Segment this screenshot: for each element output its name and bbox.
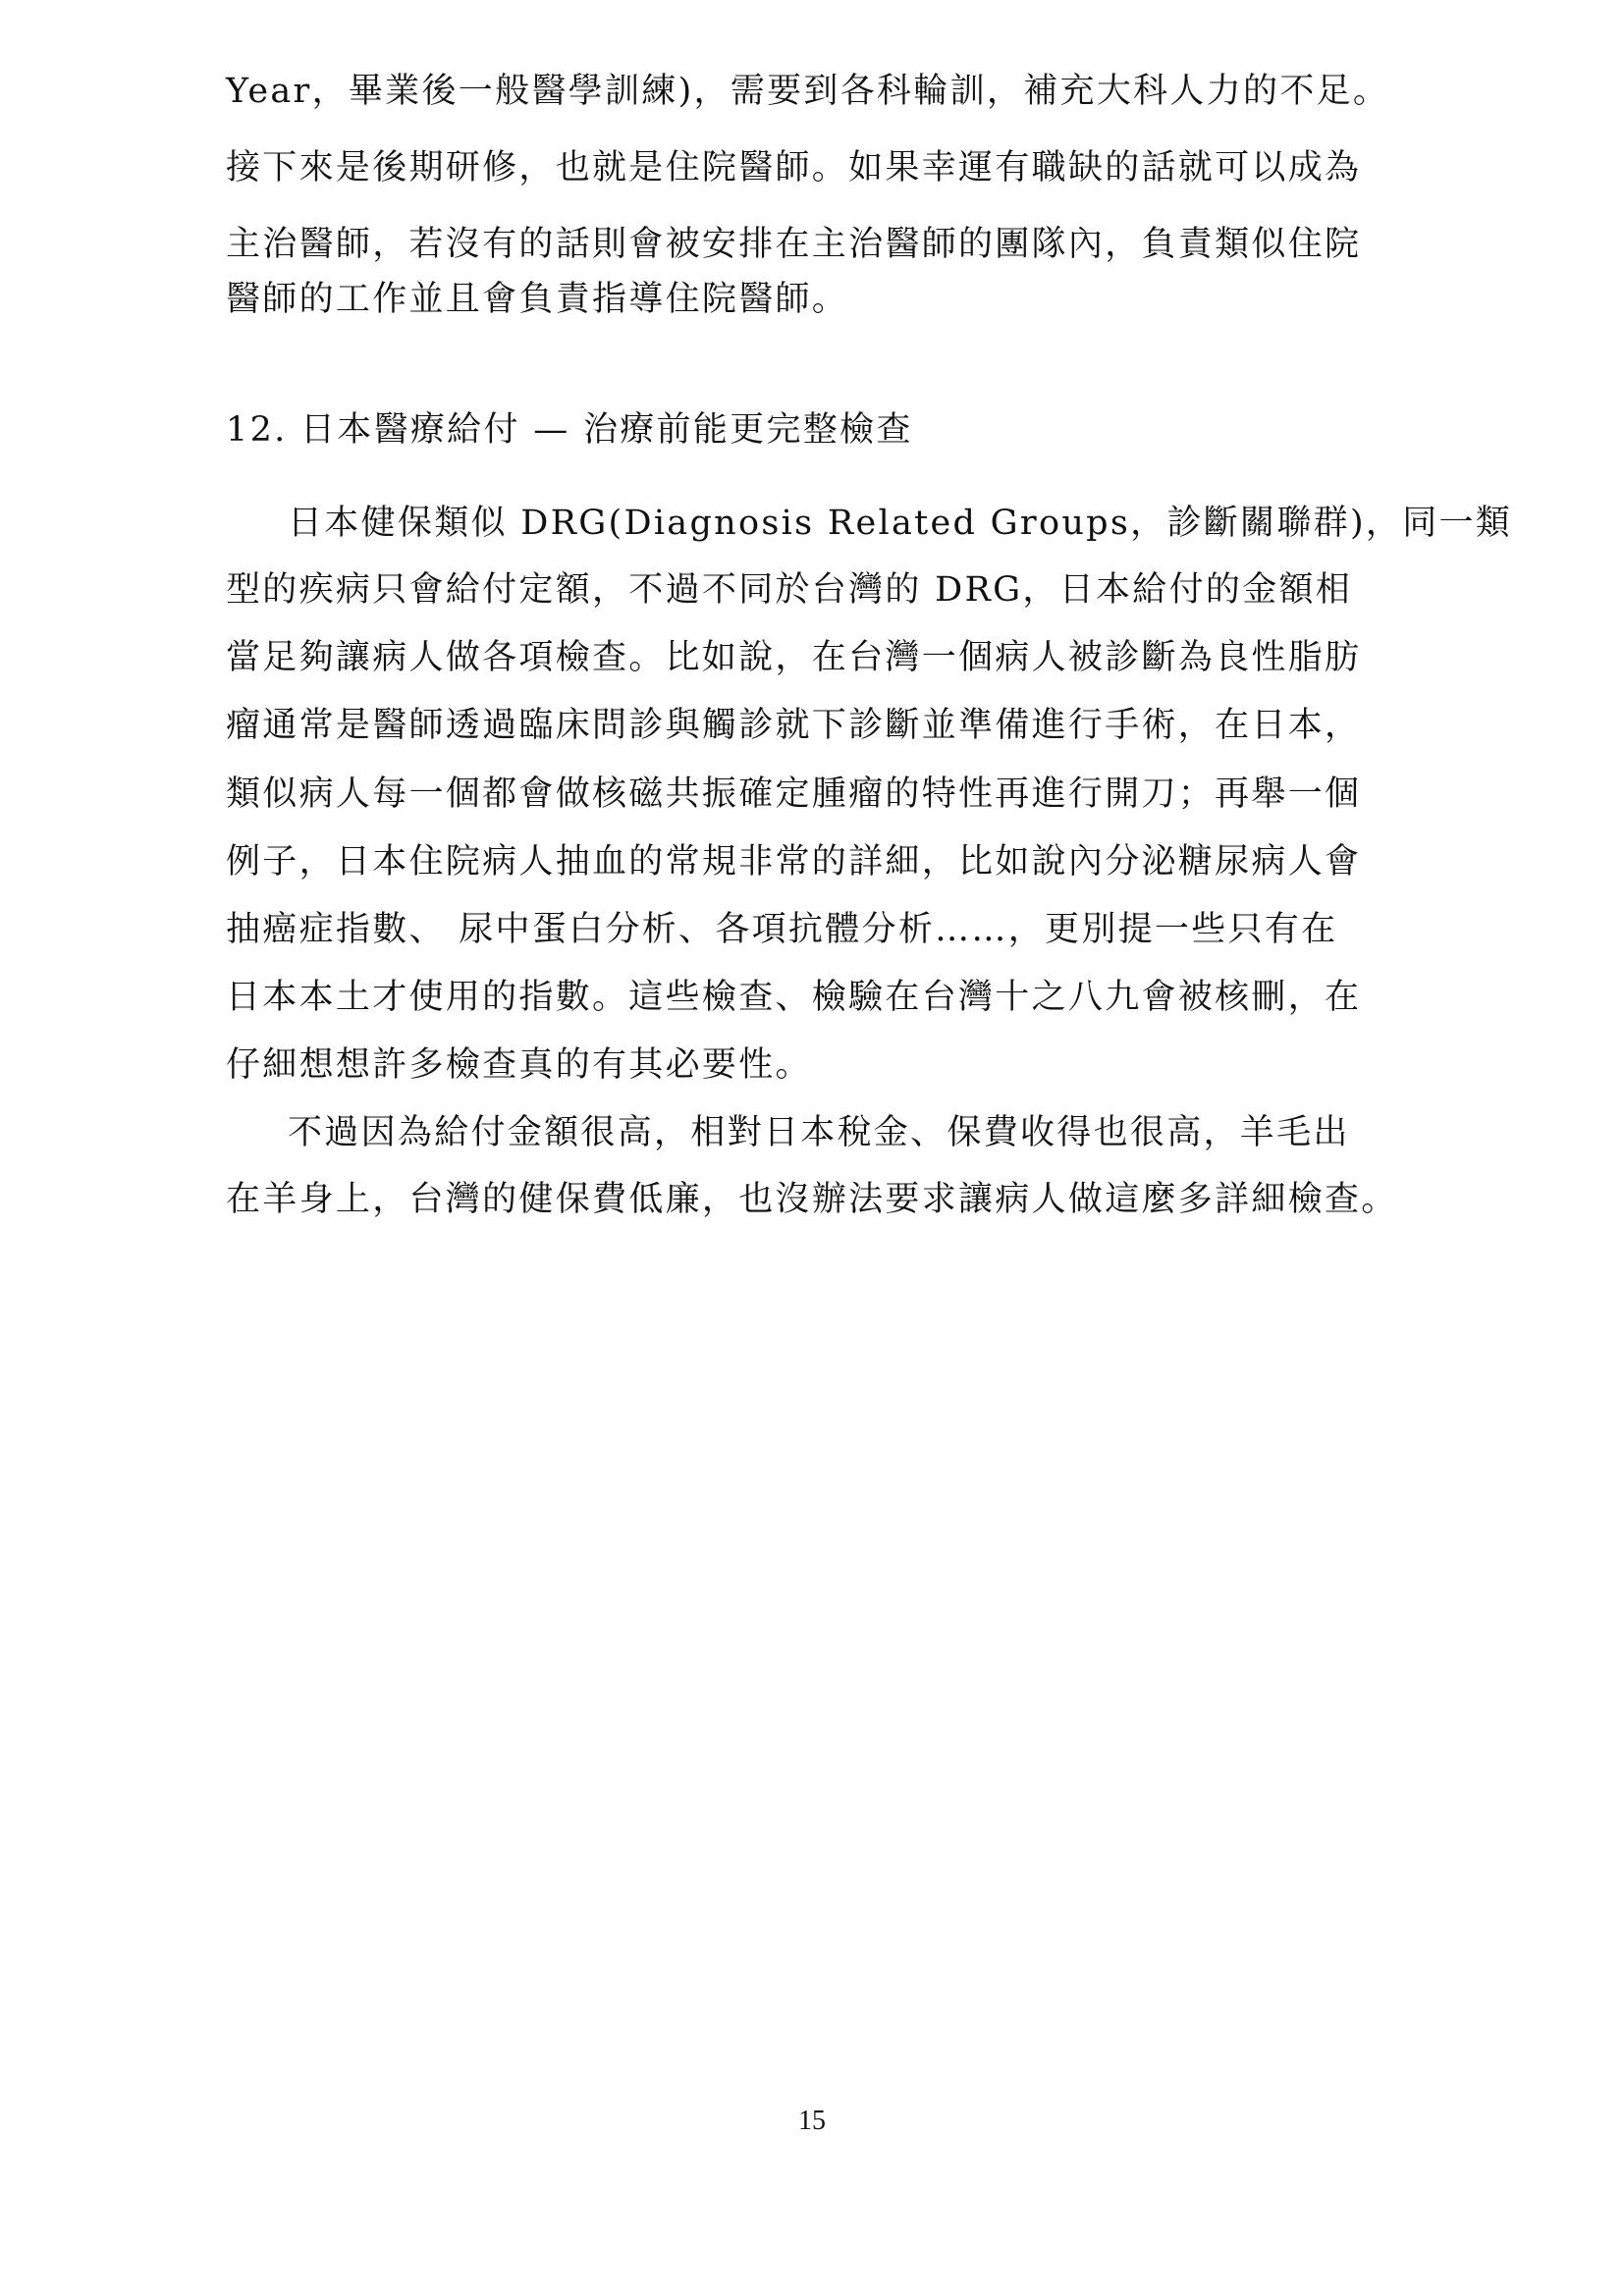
paragraph2-line-2: 在羊身上，台灣的健保費低廉，也沒辦法要求讓病人做這麼多詳細檢查。 [226,1180,1398,1219]
paragraph1-line-4: 瘤通常是醫師透過臨床問診與觸診就下診斷並準備進行手術，在日本， [226,706,1362,745]
paragraph1-line-3: 當足夠讓病人做各項檢查。比如說，在台灣一個病人被診斷為良性脂肪 [226,638,1362,677]
paragraph2-line-1: 不過因為給付金額很高，相對日本稅金、保費收得也很高，羊毛出 [288,1113,1350,1152]
page-number: 15 [798,2106,826,2136]
intro-line-3: 主治醫師，若沒有的話則會被安排在主治醫師的團隊內，負責類似住院 [226,225,1362,264]
paragraph1-line-9: 仔細想想許多檢查真的有其必要性。 [226,1045,812,1085]
paragraph1-line-5: 類似病人每一個都會做核磁共振確定腫瘤的特性再進行開刀；再舉一個 [226,774,1362,814]
intro-line-2: 接下來是後期研修，也就是住院醫師。如果幸運有職缺的話就可以成為 [226,148,1362,187]
intro-line-4: 醫師的工作並且會負責指導住院醫師。 [226,280,849,319]
paragraph1-line-8: 日本本土才使用的指數。這些檢查、檢驗在台灣十之八九會被核刪，在 [226,978,1362,1017]
paragraph1-line-1: 日本健保類似 DRG(Diagnosis Related Groups，診斷關聯群)，同一類 [288,504,1513,543]
paragraph1-line-7: 抽癌症指數、 尿中蛋白分析、各項抗體分析……，更別提一些只有在 [226,910,1338,949]
paragraph1-line-6: 例子，日本住院病人抽血的常規非常的詳細，比如說內分泌糖尿病人會 [226,842,1362,881]
section-heading: 12. 日本醫療給付 — 治療前能更完整檢查 [226,410,913,450]
intro-line-1: Year，畢業後一般醫學訓練)，需要到各科輪訓，補充大科人力的不足。 [226,72,1390,111]
paragraph1-line-2: 型的疾病只會給付定額，不過不同於台灣的 DRG，日本給付的金額相 [226,570,1353,610]
